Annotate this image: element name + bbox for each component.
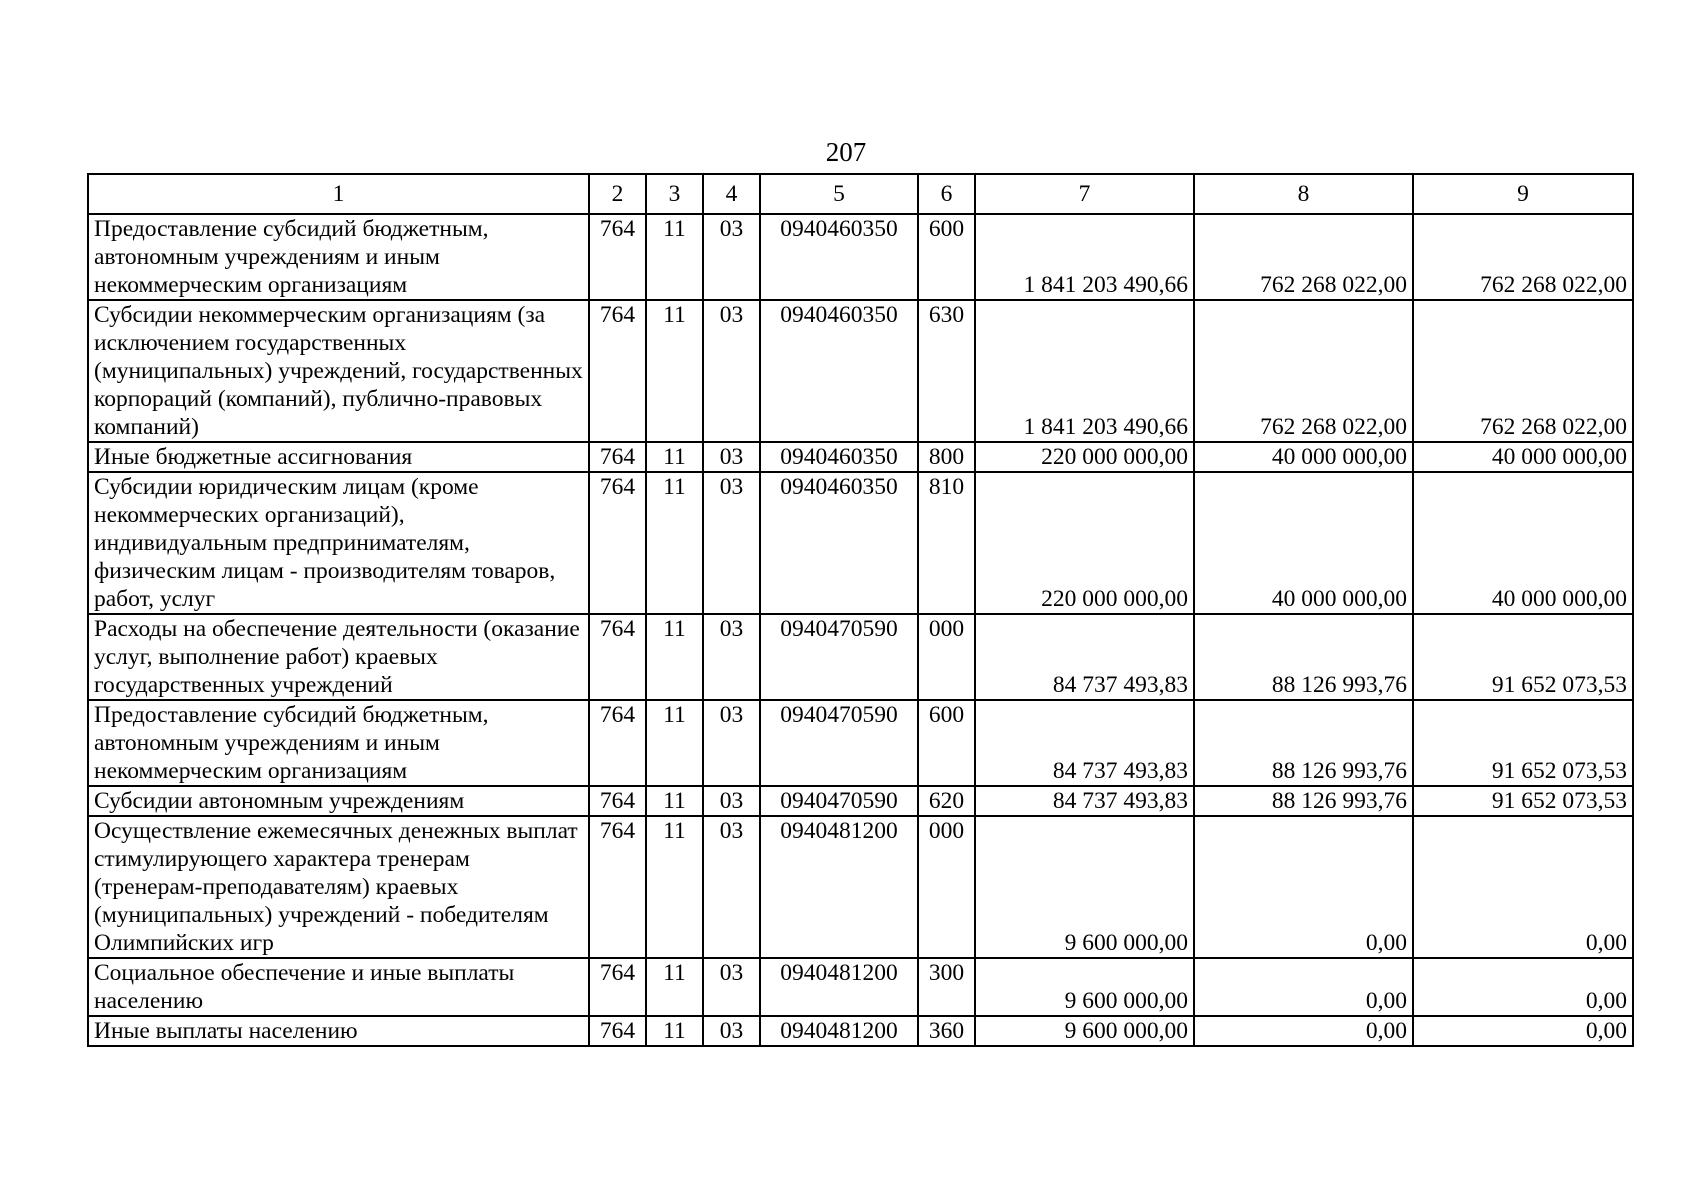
column-header-1: 1 (88, 174, 589, 214)
cell-amount-8: 0,00 (1194, 1016, 1413, 1046)
row-name: Социальное обеспечение и иные выплаты населению (88, 958, 589, 1016)
cell-col-5: 0940481200 (760, 1016, 918, 1046)
cell-col-5: 0940481200 (760, 816, 918, 958)
row-name: Субсидии автономным учреждениям (88, 786, 589, 816)
table-row (88, 300, 1633, 442)
cell-col-4: 03 (703, 786, 760, 816)
cell-col-3: 11 (646, 214, 703, 300)
cell-col-4: 03 (703, 958, 760, 1016)
cell-amount-8: 762 268 022,00 (1194, 214, 1413, 300)
cell-amount-7: 9 600 000,00 (975, 958, 1194, 1016)
cell-col-4: 03 (703, 614, 760, 700)
cell-col-2: 764 (589, 816, 646, 958)
column-header-2: 2 (589, 174, 646, 214)
column-header-9: 9 (1413, 174, 1633, 214)
cell-amount-7: 84 737 493,83 (975, 786, 1194, 816)
cell-amount-9: 91 652 073,53 (1413, 786, 1633, 816)
table-row (88, 442, 1633, 472)
cell-col-5: 0940470590 (760, 614, 918, 700)
row-name: Иные бюджетные ассигнования (88, 442, 589, 472)
cell-amount-7: 84 737 493,83 (975, 614, 1194, 700)
cell-amount-9: 762 268 022,00 (1413, 300, 1633, 442)
cell-col-2: 764 (589, 472, 646, 614)
header-row (88, 174, 1633, 214)
cell-col-2: 764 (589, 1016, 646, 1046)
cell-amount-9: 40 000 000,00 (1413, 442, 1633, 472)
row-name: Субсидии некоммерческим организациям (за исключением государственных (муниципальных) учреждений, государственных корпораций (компаний), публично-правовых компаний) (88, 300, 589, 442)
cell-amount-7: 220 000 000,00 (975, 472, 1194, 614)
cell-col-5: 0940460350 (760, 300, 918, 442)
cell-col-3: 11 (646, 1016, 703, 1046)
row-name: Иные выплаты населению (88, 1016, 589, 1046)
cell-col-2: 764 (589, 700, 646, 786)
cell-col-3: 11 (646, 786, 703, 816)
cell-col-6: 000 (918, 816, 975, 958)
cell-amount-8: 40 000 000,00 (1194, 442, 1413, 472)
budget-table (87, 173, 1634, 1047)
cell-col-3: 11 (646, 958, 703, 1016)
cell-amount-8: 88 126 993,76 (1194, 614, 1413, 700)
cell-col-6: 630 (918, 300, 975, 442)
page-number: 207 (825, 137, 867, 167)
cell-amount-9: 40 000 000,00 (1413, 472, 1633, 614)
cell-col-2: 764 (589, 300, 646, 442)
cell-col-6: 600 (918, 214, 975, 300)
cell-amount-7: 1 841 203 490,66 (975, 214, 1194, 300)
cell-col-3: 11 (646, 300, 703, 442)
cell-col-4: 03 (703, 472, 760, 614)
table-row (88, 1016, 1633, 1046)
cell-amount-8: 0,00 (1194, 816, 1413, 958)
cell-amount-7: 84 737 493,83 (975, 700, 1194, 786)
table-row (88, 214, 1633, 300)
cell-col-4: 03 (703, 816, 760, 958)
cell-amount-9: 91 652 073,53 (1413, 614, 1633, 700)
cell-col-6: 000 (918, 614, 975, 700)
column-header-7: 7 (975, 174, 1194, 214)
column-header-8: 8 (1194, 174, 1413, 214)
row-name: Предоставление субсидий бюджетным, автономным учреждениям и иным некоммерческим организациям (88, 214, 589, 300)
cell-col-3: 11 (646, 700, 703, 786)
cell-col-2: 764 (589, 214, 646, 300)
cell-col-3: 11 (646, 816, 703, 958)
cell-amount-9: 0,00 (1413, 816, 1633, 958)
column-header-5: 5 (760, 174, 918, 214)
cell-col-3: 11 (646, 614, 703, 700)
table-row (88, 816, 1633, 958)
row-name: Осуществление ежемесячных денежных выплат стимулирующего характера тренерам (тренерам-преподавателям) краевых (муниципальных) учреждений - победителям Олимпийских игр (88, 816, 589, 958)
cell-amount-9: 762 268 022,00 (1413, 214, 1633, 300)
column-header-6: 6 (918, 174, 975, 214)
cell-amount-7: 220 000 000,00 (975, 442, 1194, 472)
cell-col-6: 600 (918, 700, 975, 786)
cell-amount-7: 9 600 000,00 (975, 1016, 1194, 1046)
cell-col-3: 11 (646, 472, 703, 614)
cell-col-4: 03 (703, 700, 760, 786)
row-name: Субсидии юридическим лицам (кроме некоммерческих организаций), индивидуальным предпринимателям, физическим лицам - производителям товаров, работ, услуг (88, 472, 589, 614)
table-row (88, 958, 1633, 1016)
cell-col-5: 0940481200 (760, 958, 918, 1016)
cell-col-4: 03 (703, 214, 760, 300)
cell-amount-7: 9 600 000,00 (975, 816, 1194, 958)
cell-col-6: 800 (918, 442, 975, 472)
cell-col-2: 764 (589, 442, 646, 472)
cell-col-6: 620 (918, 786, 975, 816)
cell-col-5: 0940460350 (760, 442, 918, 472)
cell-amount-8: 88 126 993,76 (1194, 700, 1413, 786)
cell-amount-8: 0,00 (1194, 958, 1413, 1016)
cell-col-6: 300 (918, 958, 975, 1016)
table-row (88, 786, 1633, 816)
cell-col-2: 764 (589, 614, 646, 700)
table-row (88, 614, 1633, 700)
cell-col-5: 0940470590 (760, 700, 918, 786)
column-header-4: 4 (703, 174, 760, 214)
cell-amount-8: 88 126 993,76 (1194, 786, 1413, 816)
cell-amount-8: 762 268 022,00 (1194, 300, 1413, 442)
row-name: Расходы на обеспечение деятельности (оказание услуг, выполнение работ) краевых государственных учреждений (88, 614, 589, 700)
cell-col-4: 03 (703, 1016, 760, 1046)
column-header-3: 3 (646, 174, 703, 214)
table-row (88, 472, 1633, 614)
table-row (88, 700, 1633, 786)
cell-amount-9: 91 652 073,53 (1413, 700, 1633, 786)
cell-col-4: 03 (703, 442, 760, 472)
row-name: Предоставление субсидий бюджетным, автономным учреждениям и иным некоммерческим организациям (88, 700, 589, 786)
cell-col-2: 764 (589, 958, 646, 1016)
cell-col-5: 0940470590 (760, 786, 918, 816)
cell-col-5: 0940460350 (760, 214, 918, 300)
cell-col-5: 0940460350 (760, 472, 918, 614)
cell-col-4: 03 (703, 300, 760, 442)
cell-col-3: 11 (646, 442, 703, 472)
cell-amount-7: 1 841 203 490,66 (975, 300, 1194, 442)
cell-col-2: 764 (589, 786, 646, 816)
cell-amount-8: 40 000 000,00 (1194, 472, 1413, 614)
cell-amount-9: 0,00 (1413, 958, 1633, 1016)
cell-amount-9: 0,00 (1413, 1016, 1633, 1046)
cell-col-6: 810 (918, 472, 975, 614)
cell-col-6: 360 (918, 1016, 975, 1046)
